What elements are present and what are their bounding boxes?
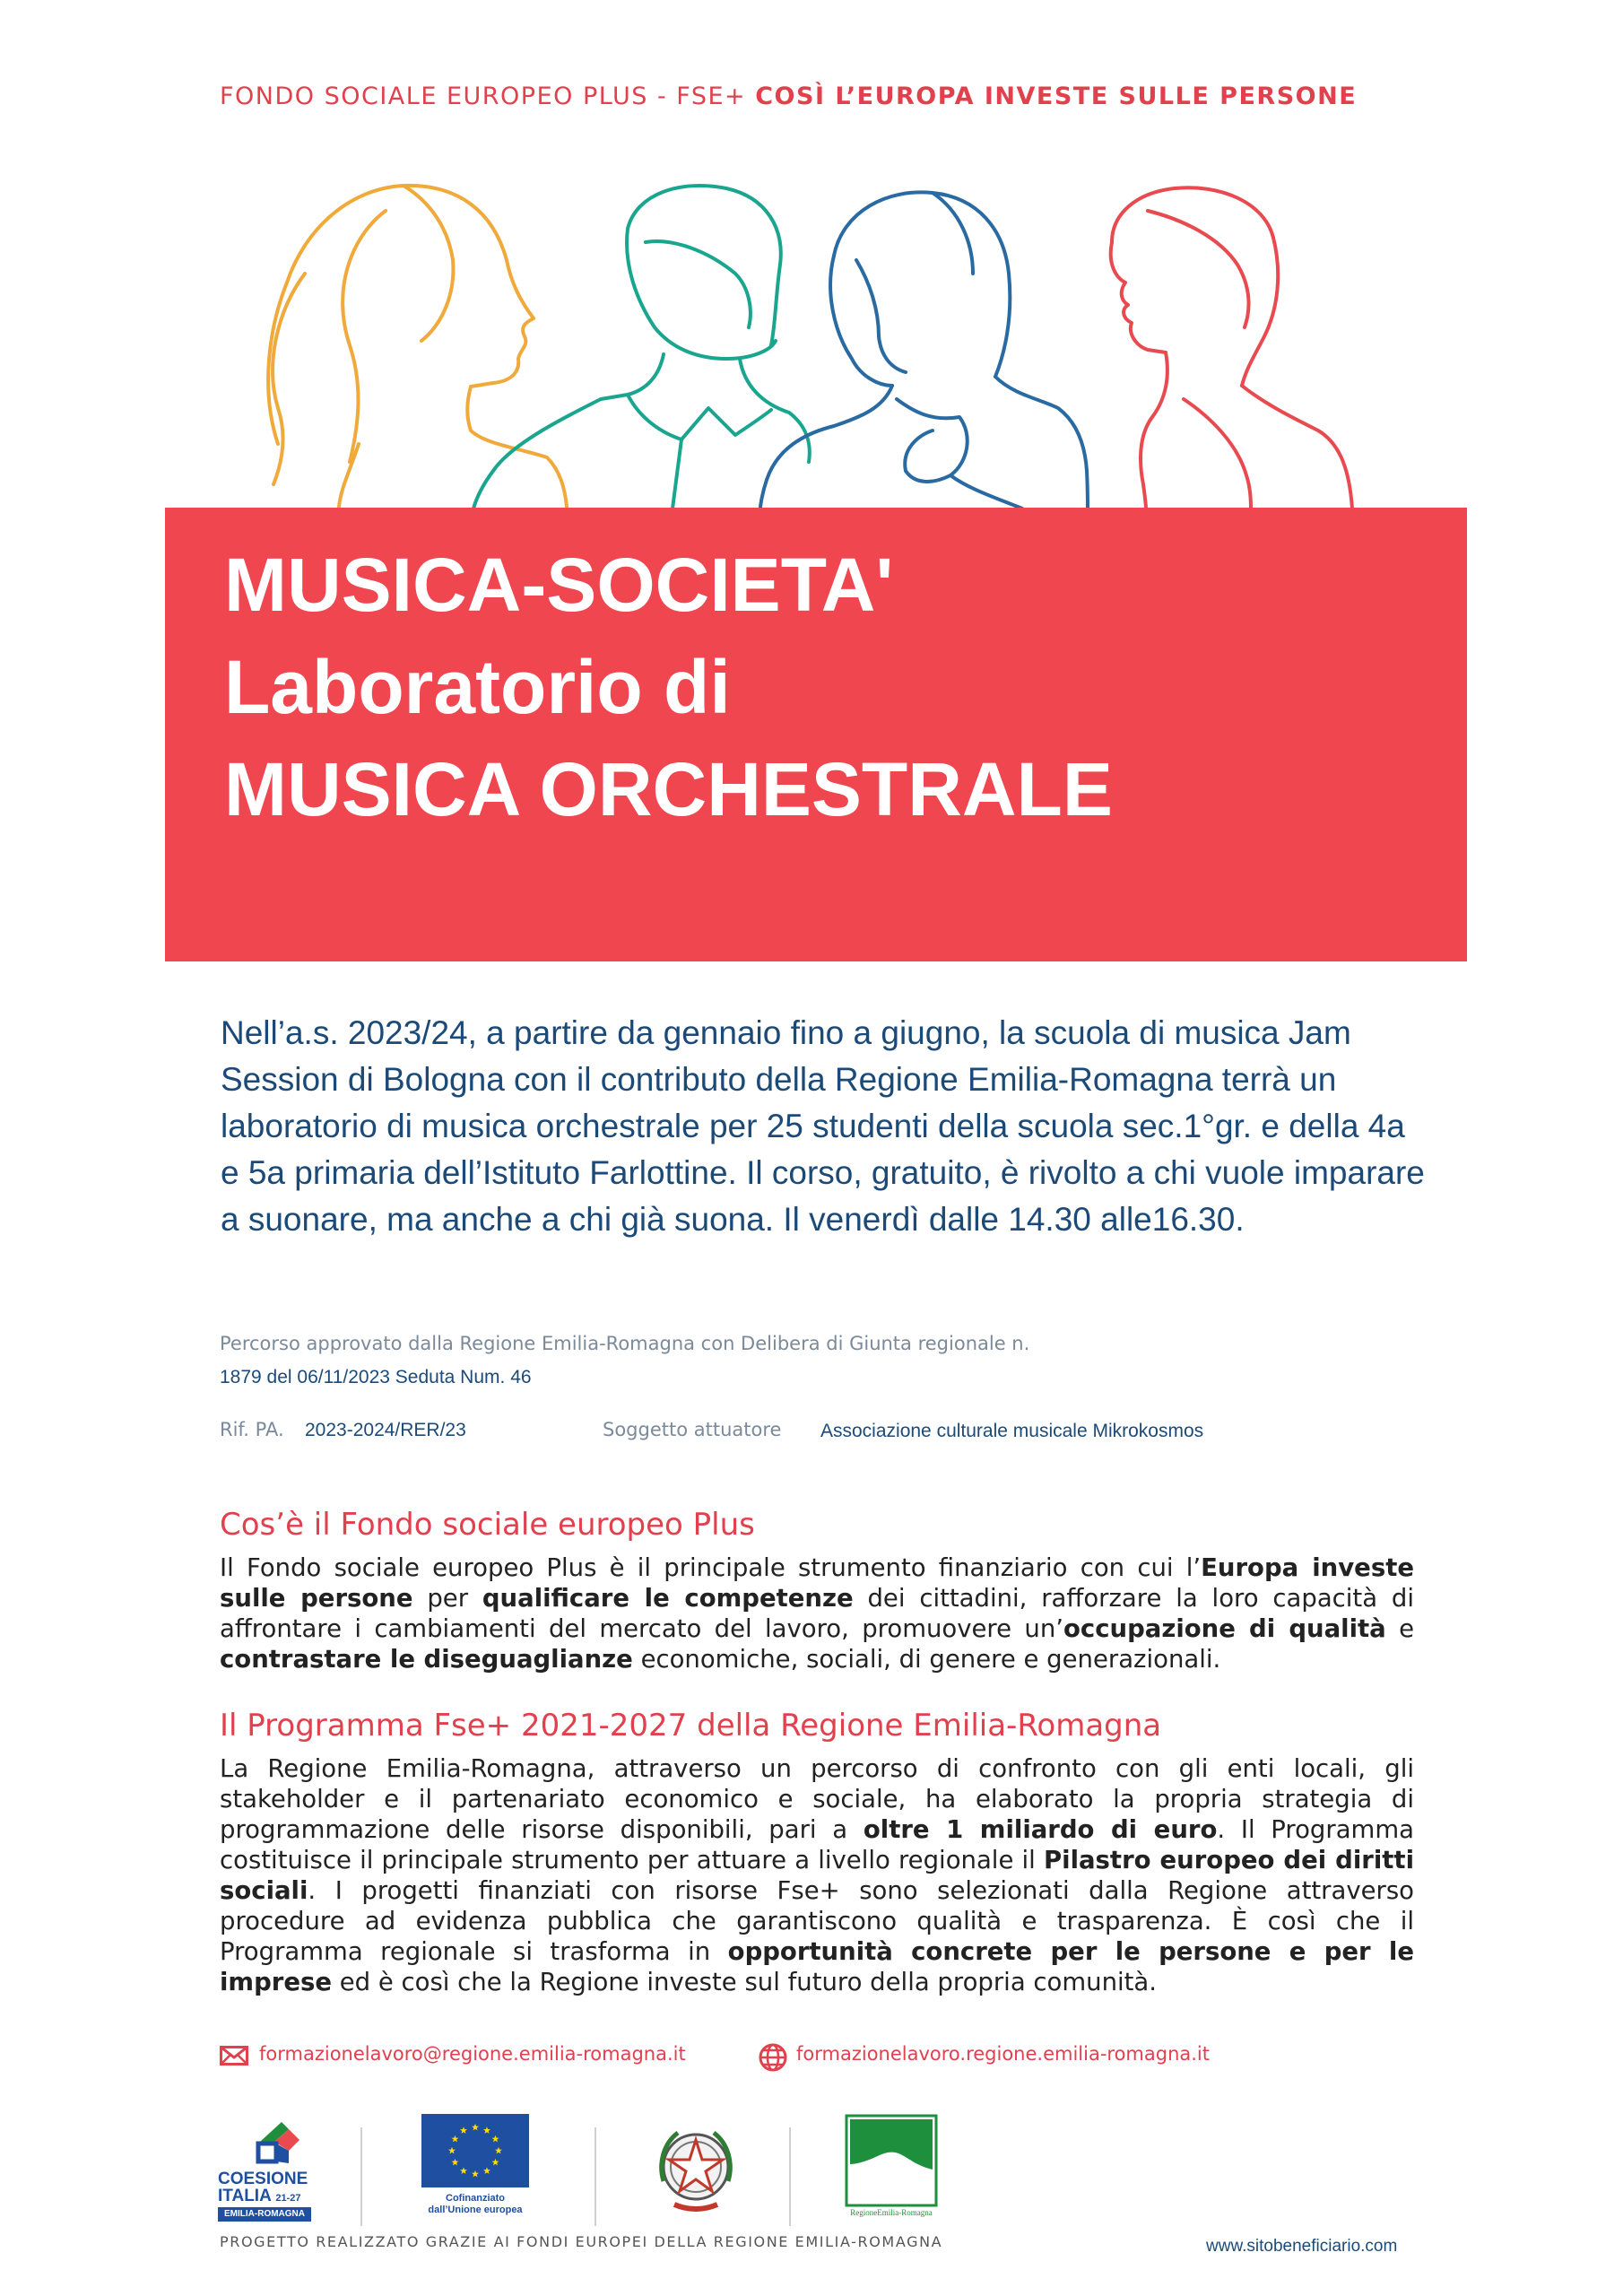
rif-label: Rif. PA. (220, 1419, 284, 1440)
header-slogan (220, 83, 1412, 110)
envelope-icon (220, 2046, 248, 2066)
section2-title: Il Programma Fse+ 2021-2027 della Regione Emilia-Romagna (220, 1708, 1162, 1744)
italian-republic-emblem-icon (647, 2118, 744, 2222)
banner-title-line1: MUSICA-SOCIETA' (224, 543, 894, 627)
red-person-outline (1111, 187, 1352, 509)
globe-icon (759, 2043, 787, 2072)
banner-title-line2: Laboratorio di (224, 645, 731, 729)
coesione-label-3: EMILIA-ROMAGNA (218, 2207, 311, 2222)
soggetto-value: Associazione culturale musicale Mikrokosmos (820, 1421, 1204, 1441)
coesione-years: 21-27 (275, 2193, 301, 2204)
eu-label-1: Cofinanziato (446, 2193, 505, 2204)
eu-flag-icon (421, 2114, 529, 2187)
email-link[interactable]: formazionelavoro@regione.emilia-romagna.it (259, 2043, 686, 2065)
rer-mark-icon (845, 2114, 938, 2207)
title-banner (165, 508, 1467, 961)
section1-title: Cos’è il Fondo sociale europeo Plus (220, 1507, 755, 1543)
website-link[interactable]: formazionelavoro.regione.emilia-romagna.it (796, 2043, 1211, 2065)
approval-text: Percorso approvato dalla Regione Emilia-Romagna con Delibera di Giunta regionale n. (220, 1333, 1030, 1354)
header-slogan-bold: COSÌ L’EUROPA INVESTE SULLE PERSONE (755, 83, 1358, 110)
regione-emilia-romagna-logo (845, 2114, 943, 2226)
intro-paragraph: Nell’a.s. 2023/24, a partire da gennaio fino a giugno, la scuola di musica Jam Session di Bologna con il contributo della Regione Emilia-Romagna terrà un laboratorio di musica orchestrale per 25 studenti della scuola sec.1°gr. e della 4a e 5a primaria dell’Istituto Farlottine. Il corso, gratuito, è rivolto a chi vuole imparare a suonare, ma anche a chi già suona. Il venerdì dalle 14.30 alle16.30. (221, 1014, 1425, 1238)
eu-cofinanziato-logo (421, 2114, 547, 2231)
coesione-label-2: ITALIA (218, 2187, 272, 2205)
footer-note: PROGETTO REALIZZATO GRAZIE AI FONDI EUROPEI DELLA REGIONE EMILIA-ROMAGNA (220, 2233, 943, 2250)
orange-person-outline (268, 186, 567, 507)
coesione-mark-icon (240, 2117, 312, 2167)
beneficiary-site-link[interactable]: www.sitobeneficiario.com (1206, 2237, 1398, 2256)
eu-label-2: dall’Unione europea (428, 2205, 523, 2215)
people-illustration (251, 175, 1372, 511)
coesione-label-1: COESIONE (218, 2170, 308, 2188)
banner-title-line3: MUSICA ORCHESTRALE (224, 747, 1113, 831)
header-prefix: FONDO SOCIALE EUROPEO PLUS - FSE+ (220, 83, 756, 110)
coesione-italia-logo (218, 2117, 317, 2224)
rer-label: RegioneEmilia-Romagna (850, 2208, 933, 2217)
logo-divider (595, 2127, 596, 2226)
rif-value: 2023-2024/RER/23 (305, 1420, 466, 1440)
delibera-value: 1879 del 06/11/2023 Seduta Num. 46 (220, 1367, 532, 1387)
logo-divider (789, 2127, 791, 2226)
section1-paragraph: Il Fondo sociale europeo Plus è il principale strumento finanziario con cui l’Europa investe sulle persone per qualificare le competenze dei cittadini, rafforzare la loro capacità di affrontare i cambiamenti del mercato del lavoro, promuovere un’occupazione di qualità e contrastare le diseguaglianze economiche, sociali, di genere e generazionali. (220, 1553, 1414, 1674)
section2-paragraph: La Regione Emilia-Romagna, attraverso un percorso di confronto con gli enti locali, gli stakeholder e il partenariato economico e sociale, ha elaborato la propria strategia di programmazione delle risorse disponibili, pari a oltre 1 miliardo di euro. Il Programma costituisce il principale strumento per attuare a livello regionale il Pilastro europeo dei diritti sociali. I progetti finanziati con risorse Fse+ sono selezionati dalla Regione attraverso procedure ad evidenza pubblica che garantiscono qualità e trasparenza. È così che il Programma regionale si trasforma in opportunità concrete per le persone e per le imprese ed è così che la Regione investe sul futuro della propria comunità. (220, 1754, 1414, 1996)
logo-divider (360, 2127, 362, 2226)
soggetto-label: Soggetto attuatore (603, 1419, 782, 1440)
